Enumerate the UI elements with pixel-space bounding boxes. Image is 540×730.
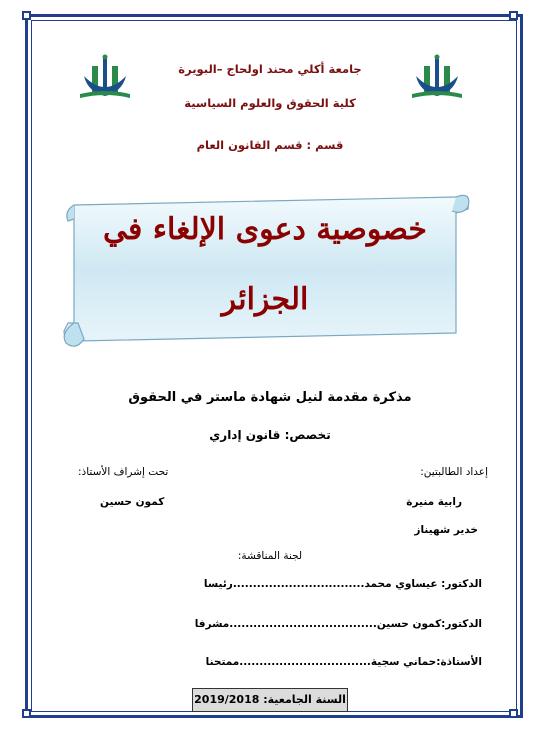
students-label: إعداد الطالبتين: <box>420 466 488 478</box>
title-scroll-banner <box>58 183 472 357</box>
border-corner <box>509 709 518 718</box>
student-name: خدير شهيناز <box>414 524 478 536</box>
memo-purpose: مذكرة مقدمة لنيل شهادة ماستر في الحقوق <box>128 390 412 405</box>
page-border-inner <box>31 20 517 712</box>
supervisor-label: تحت إشراف الأستاذ: <box>78 466 169 478</box>
border-corner <box>509 11 518 20</box>
committee-member: الدكتور: عيساوي محمد.................................رئيسا <box>203 578 482 590</box>
supervisor-name: كمون حسين <box>100 496 165 508</box>
academic-year: السنة الجامعية: 2019/2018 <box>192 688 348 712</box>
faculty-name: كلية الحقوق والعلوم السياسية <box>184 96 356 110</box>
thesis-title-line2: الجزائر <box>221 282 309 317</box>
department-name: قسم : قسم القانون العام <box>196 138 344 152</box>
student-name: رابية منيرة <box>406 496 462 508</box>
border-corner <box>22 11 31 20</box>
specialty: تخصص: قانون إداري <box>209 428 331 442</box>
university-name: جامعة أكلي محند اولحاج –البويرة <box>178 62 362 76</box>
committee-member: الأستاذة:حماني سجية.................................ممتحنا <box>205 656 482 668</box>
thesis-title-line1: خصوصية دعوى الإلغاء في <box>103 212 427 247</box>
border-corner <box>22 709 31 718</box>
committee-member: الدكتور:كمون حسين.....................................مشرفا <box>194 618 482 630</box>
committee-label: لجنة المناقشة: <box>237 550 303 562</box>
